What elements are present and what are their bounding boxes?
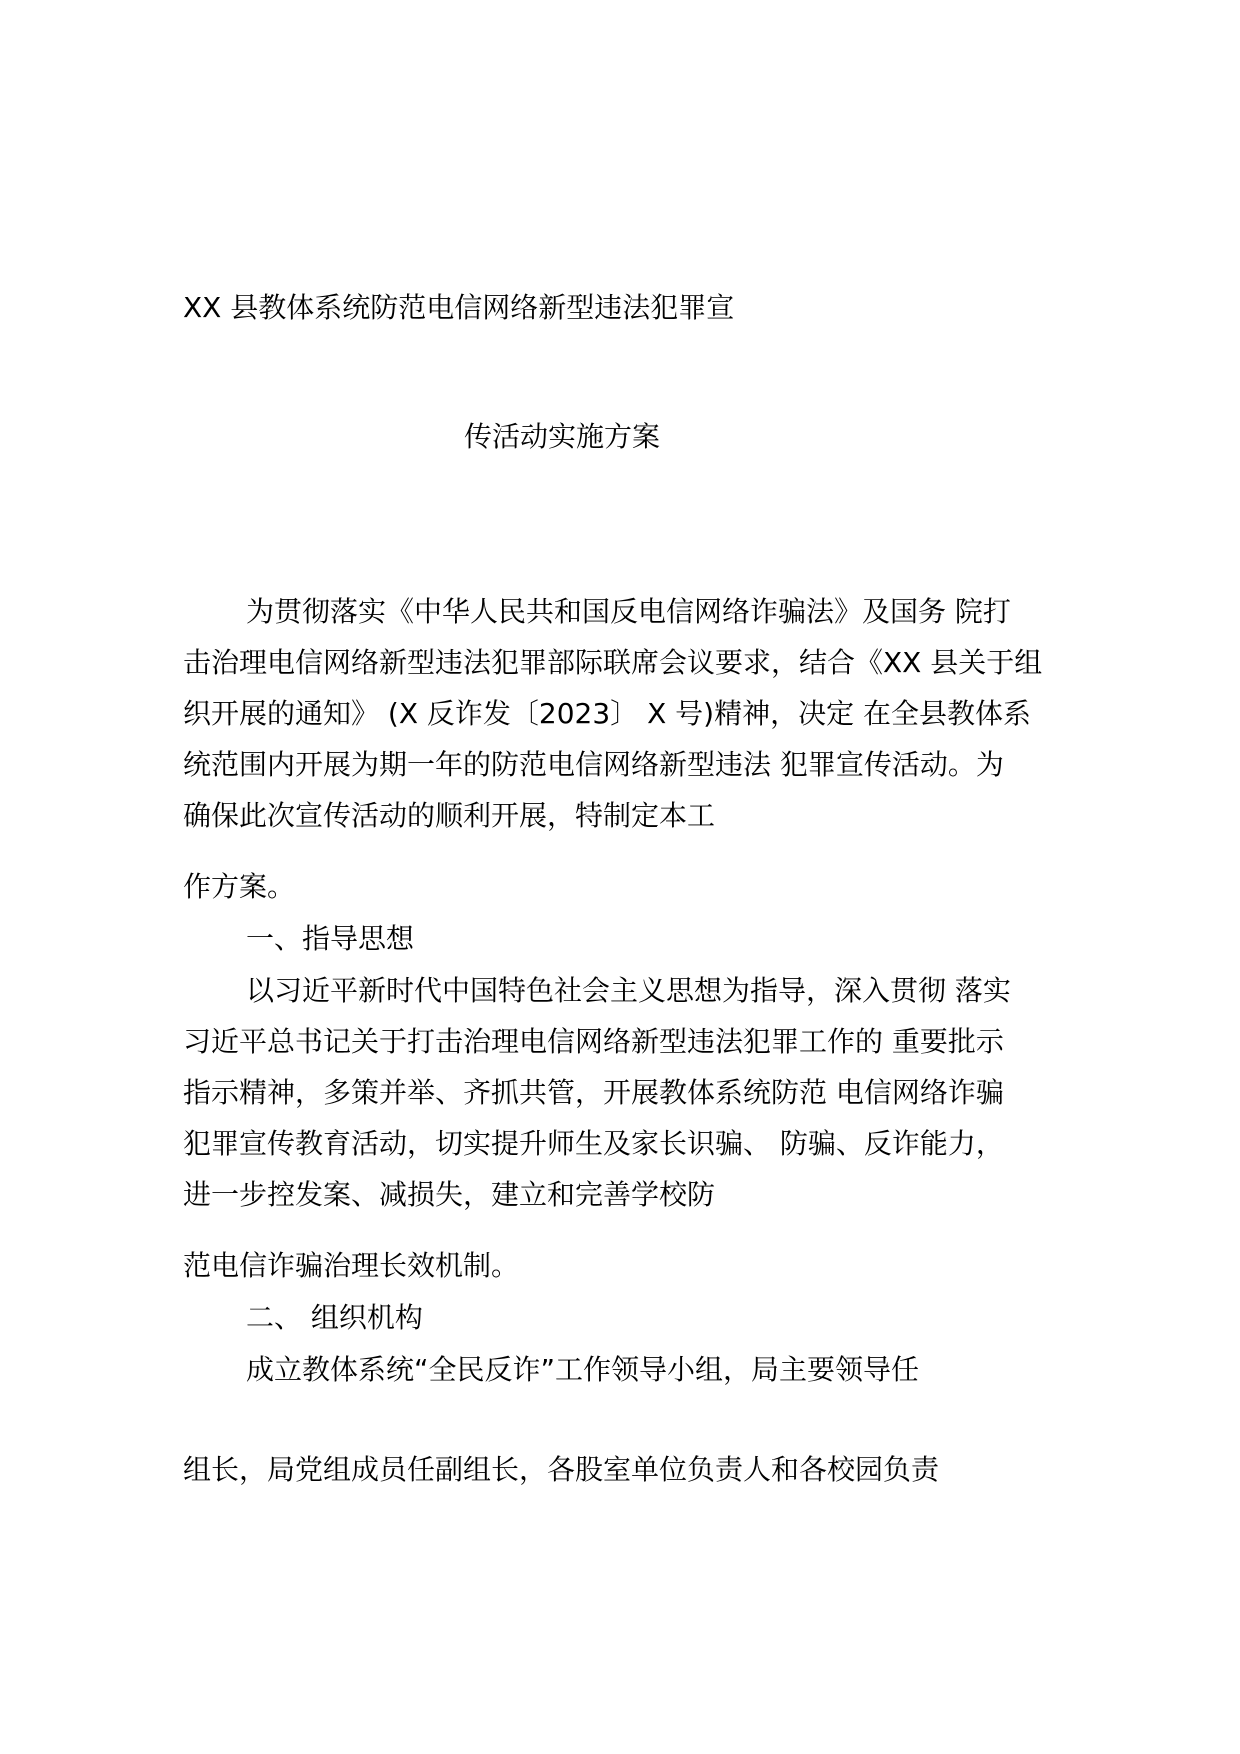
- paragraph-line: 进一步控发案、减损失，建立和完善学校防: [183, 1178, 716, 1211]
- section-heading: 二、 组织机构: [246, 1301, 423, 1334]
- paragraph-line: 作方案。: [183, 870, 296, 903]
- section-heading: 一、指导思想: [246, 922, 415, 955]
- paragraph-line: 以习近平新时代中国特色社会主义思想为指导，深入贯彻 落实: [246, 974, 1011, 1007]
- paragraph-line: 犯罪宣传教育活动，切实提升师生及家长识骗、 防骗、反诈能力，: [183, 1127, 1004, 1160]
- paragraph-line: 指示精神，多策并举、齐抓共管，开展教体系统防范 电信网络诈骗: [183, 1076, 1004, 1109]
- paragraph-line: 织开展的通知》 (X 反诈发〔2023〕 X 号)精神，决定 在全县教体系: [183, 697, 1031, 730]
- paragraph-line: 确保此次宣传活动的顺利开展，特制定本工: [183, 799, 716, 832]
- paragraph-line: 组长，局党组成员任副组长，各股室单位负责人和各校园负责: [183, 1453, 940, 1486]
- paragraph-line: 范电信诈骗治理长效机制。: [183, 1249, 520, 1282]
- paragraph-line: 为贯彻落实《中华人民共和国反电信网络诈骗法》及国务 院打: [246, 595, 1011, 628]
- document-title-line-2: 传活动实施方案: [464, 420, 661, 453]
- paragraph-line: 成立教体系统“全民反诈”工作领导小组，局主要领导任: [246, 1353, 920, 1386]
- paragraph-line: 统范围内开展为期一年的防范电信网络新型违法 犯罪宣传活动。为: [183, 748, 1004, 781]
- document-title-line-1: XX 县教体系统防范电信网络新型违法犯罪宣: [183, 291, 735, 324]
- paragraph-line: 习近平总书记关于打击治理电信网络新型违法犯罪工作的 重要批示: [183, 1025, 1004, 1058]
- paragraph-line: 击治理电信网络新型违法犯罪部际联席会议要求，结合《XX 县关于组: [183, 646, 1043, 679]
